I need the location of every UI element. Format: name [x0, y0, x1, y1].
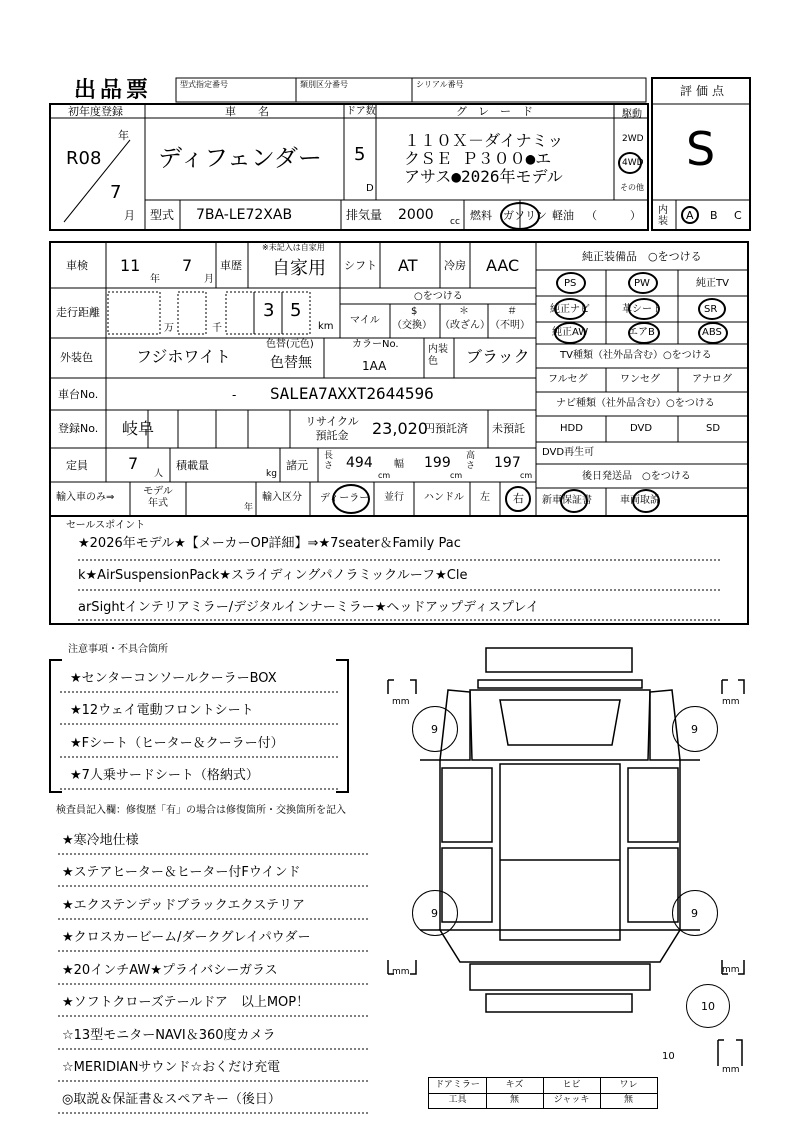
navi-hdd: HDD: [560, 423, 583, 434]
displacement-label: 排気量: [346, 208, 383, 222]
equip-sr: SR: [704, 304, 718, 315]
spare-tire-value: 10: [701, 1000, 715, 1013]
grade-line-2: クＳＥ Ｐ３００●エ: [404, 149, 552, 168]
interior-c: C: [734, 209, 742, 222]
car-name: ディフェンダー: [158, 144, 322, 172]
exterior-color-label: 外装色: [60, 351, 93, 364]
chassis-label: 車台No.: [58, 388, 99, 401]
history-label: 車歴: [220, 259, 242, 272]
inspector-label: 検査員記入欄：修復歴「有」の場合は修復箇所・交換箇所を記入: [56, 805, 346, 816]
mileage-unknown-option: （不明）: [490, 320, 530, 331]
mm-label-fr: mm: [722, 697, 740, 707]
mileage-mark-note: ○をつける: [414, 291, 463, 302]
mileage-exchange-option: （交換）: [392, 320, 432, 331]
height-unit: cm: [520, 471, 533, 480]
fuel-paren-open: （: [586, 209, 597, 222]
mileage-digit-1: 3: [263, 300, 275, 321]
notes-label: 注意事項・不具合箇所: [68, 644, 168, 655]
color-original-label: 色替(元色): [266, 339, 314, 350]
note-item-3: ★Fシート（ヒーター＆クーラー付）: [70, 736, 284, 751]
capacity-value: 7: [128, 454, 139, 473]
tv-analog: アナログ: [692, 374, 732, 385]
equip-tv: 純正TV: [696, 278, 729, 289]
history-note: ※未記入は自家用: [262, 243, 325, 252]
mileage-exchange-symbol: $: [411, 306, 418, 317]
tire-front-left-value: 9: [431, 723, 438, 736]
recycle-amount: 23,020: [372, 419, 428, 438]
first-reg-month-unit: 月: [124, 209, 135, 222]
spare-depth-value: 10: [662, 1051, 675, 1062]
mileage-unknown-symbol: ＃: [507, 306, 517, 317]
mileage-km-unit: km: [318, 321, 334, 332]
form-title: 出品票: [74, 78, 153, 103]
interior-a: A: [686, 209, 694, 222]
mm-label-rl: mm: [392, 967, 410, 977]
grade-line-3: アサス●2026年モデル: [404, 167, 563, 186]
color-no-label: カラーNo.: [352, 339, 399, 350]
height-value: 197: [494, 455, 521, 471]
fuel-diesel: 軽油: [552, 209, 574, 222]
model-label: 型式: [150, 208, 175, 222]
mileage-digit-2: 5: [290, 300, 302, 321]
import-parallel: 並行: [384, 492, 404, 503]
inspector-item-2: ★ステアヒーター＆ヒーター付Fウインド: [62, 865, 301, 880]
tire-rear-right-value: 9: [691, 907, 698, 920]
inspector-item-7: ☆13型モニターNAVI＆360度カメラ: [62, 1028, 276, 1043]
fuel-label: 燃料: [470, 209, 492, 222]
inspector-item-9: ◎取説＆保証書＆スペアキー（後日）: [62, 1092, 281, 1107]
tv-oneseg: ワンセグ: [620, 374, 660, 385]
color-no: 1AA: [362, 359, 387, 373]
model-value: 7BA-LE72XAB: [196, 207, 293, 223]
ac-label: 冷房: [444, 259, 466, 272]
displacement-value: 2000: [398, 207, 434, 223]
equip-abs: ABS: [702, 327, 722, 338]
length-unit: cm: [378, 471, 391, 480]
grade-box-label: 評価点: [680, 84, 729, 98]
handle-label: ハンドル: [424, 492, 464, 503]
shaken-month: 7: [182, 256, 193, 275]
doors-value: 5: [354, 144, 366, 165]
tv-type-title: TV種類（社外品含む）○をつける: [560, 350, 712, 361]
note-item-1: ★センターコンソールクーラーBOX: [70, 671, 277, 686]
ac-value: AAC: [486, 256, 520, 275]
recycle-status: 未預託: [492, 422, 525, 435]
interior-color: ブラック: [466, 347, 530, 366]
sales-line-1: ★2026年モデル★【メーカーOP詳細】⇒★7seater＆Family Pac: [78, 536, 461, 551]
chassis-number: SALEA7AXXT2644596: [270, 384, 434, 403]
capacity-label: 定員: [66, 459, 88, 472]
doors-suffix: D: [366, 183, 374, 194]
load-label: 積載量: [176, 459, 209, 472]
shaken-month-unit: 月: [204, 274, 214, 285]
exterior-color: フジホワイト: [136, 347, 231, 366]
registration-value: 岐阜: [122, 419, 155, 438]
mileage-tamper-symbol: ＊: [459, 306, 469, 317]
first-reg-month: 7: [110, 182, 122, 203]
handle-right: 右: [513, 492, 524, 505]
mileage-sen-unit: 千: [212, 323, 222, 334]
later-shipment-title: 後日発送品 ○をつける: [582, 471, 691, 482]
drive-2wd: 2WD: [622, 134, 644, 144]
legend-table: [428, 1077, 658, 1109]
grade-label: グ レ ー ド: [456, 105, 533, 118]
first-reg-year-unit: 年: [118, 129, 129, 142]
import-only-label: 輸入車のみ⇒: [56, 492, 115, 503]
drive-label: 駆動: [622, 109, 642, 120]
shaken-year: 11: [120, 256, 141, 275]
navi-sd: SD: [706, 423, 721, 434]
grade-line-1: １１０Ｘ－ダイナミッ: [404, 131, 564, 150]
length-value: 494: [346, 455, 373, 471]
chassis-dash: -: [232, 388, 237, 402]
dvd-play: DVD再生可: [542, 447, 595, 458]
legend-tools-label: 工具: [448, 1095, 467, 1105]
load-unit: kg: [266, 469, 277, 479]
recycle-label: リサイクル預託金: [305, 415, 359, 442]
equip-navi: 純正ナビ: [550, 304, 590, 315]
tire-front-right-value: 9: [691, 723, 698, 736]
import-dealer: ディーラー: [320, 493, 370, 504]
inspector-item-5: ★20インチAW★プライバシーガラス: [62, 963, 278, 978]
width-label: 幅: [394, 459, 404, 470]
length-label: 長さ: [324, 451, 334, 471]
navi-dvd: DVD: [630, 423, 653, 434]
import-type-label: 輸入区分: [262, 492, 302, 503]
height-label: 高さ: [466, 451, 476, 471]
width-unit: cm: [450, 471, 463, 480]
note-item-2: ★12ウェイ電動フロントシート: [70, 703, 254, 718]
registration-label: 登録No.: [58, 422, 99, 435]
interior-b: B: [710, 209, 718, 222]
drive-other: その他: [620, 183, 644, 192]
note-item-4: ★7人乗サードシート（格納式）: [70, 768, 259, 783]
navi-type-title: ナビ種類（社外品含む）○をつける: [556, 398, 715, 409]
inspector-item-4: ★クロスカービーム/ダークグレイパウダー: [62, 930, 311, 945]
mm-label-spare: mm: [722, 1065, 740, 1075]
shaken-label: 車検: [66, 259, 88, 272]
doors-label: ドア数: [346, 106, 376, 117]
legend-header-mirror: ドアミラー: [435, 1080, 480, 1090]
recycle-unit: 円預託済: [424, 422, 468, 435]
serial-field-label: シリアル番号: [416, 80, 464, 89]
sales-line-2: k★AirSuspensionPack★スライディングパノラミックルーフ★Cle: [78, 568, 468, 583]
later-warranty: 新車保証書: [542, 495, 592, 506]
mm-label-rr: mm: [722, 965, 740, 975]
car-name-label: 車 名: [225, 105, 269, 118]
dims-label: 諸元: [286, 459, 308, 472]
equip-leather: 革シート: [622, 304, 662, 315]
fuel-gasoline: ガソリン: [503, 209, 547, 222]
mileage-man-unit: 万: [164, 323, 174, 334]
capacity-unit: 人: [154, 469, 164, 479]
first-reg-label: 初年度登録: [68, 105, 123, 118]
width-value: 199: [424, 455, 451, 471]
displacement-unit: cc: [450, 217, 460, 227]
color-original: 色替無: [270, 355, 312, 371]
history-value: 自家用: [272, 258, 326, 279]
inspector-item-6: ★ソフトクローズテールドア 以上MOP！: [62, 995, 310, 1010]
equip-pw: PW: [634, 278, 650, 289]
mileage-tamper-option: （改ざん）: [440, 320, 490, 331]
legend-header-crack: ヒビ: [562, 1080, 581, 1090]
inspector-item-3: ★エクステンデッドブラックエクステリア: [62, 898, 306, 913]
model-year-label: モデル年式: [143, 486, 173, 509]
sales-line-3: arSightインテリアミラー/デジタルインナーミラー★ヘッドアップディスプレイ: [78, 600, 539, 615]
grade-score: S: [686, 122, 716, 176]
inspector-item-1: ★寒冷地仕様: [62, 833, 139, 848]
class-code-field-label: 類別区分番号: [300, 80, 348, 89]
legend-jack-value: 無: [623, 1095, 633, 1105]
later-manual: 車両取説: [620, 495, 660, 506]
shift-label: シフト: [344, 259, 377, 272]
tv-fullseg: フルセグ: [548, 374, 588, 385]
shaken-year-unit: 年: [150, 274, 160, 285]
equip-aw: 純正AW: [552, 327, 589, 338]
drive-4wd: 4WD: [622, 158, 644, 168]
first-reg-year: R08: [66, 148, 102, 169]
model-code-field-label: 型式指定番号: [180, 80, 228, 89]
legend-header-break: ワレ: [619, 1080, 638, 1090]
tire-rear-left-value: 9: [431, 907, 438, 920]
equipment-title: 純正装備品 ○をつける: [582, 250, 702, 263]
equip-airbag: エアB: [628, 327, 655, 338]
model-year-unit: 年: [244, 503, 254, 513]
interior-color-label: 内装色: [428, 344, 448, 367]
interior-grade-label: 内装: [658, 205, 668, 227]
inspector-item-8: ☆MERIDIANサウンド☆おくだけ充電: [62, 1060, 281, 1075]
equip-ps: PS: [564, 278, 577, 289]
handle-left: 左: [480, 492, 490, 503]
legend-tools-value: 無: [509, 1095, 519, 1105]
mm-label-fl: mm: [392, 697, 410, 707]
fuel-paren-close: ）: [630, 209, 641, 222]
mileage-mile-option: マイル: [350, 315, 380, 326]
shift-value: AT: [398, 256, 418, 275]
sales-label: セールスポイント: [66, 520, 146, 531]
mileage-label: 走行距離: [56, 306, 100, 319]
legend-jack-label: ジャッキ: [553, 1095, 590, 1105]
legend-header-scratch: キズ: [505, 1080, 524, 1090]
